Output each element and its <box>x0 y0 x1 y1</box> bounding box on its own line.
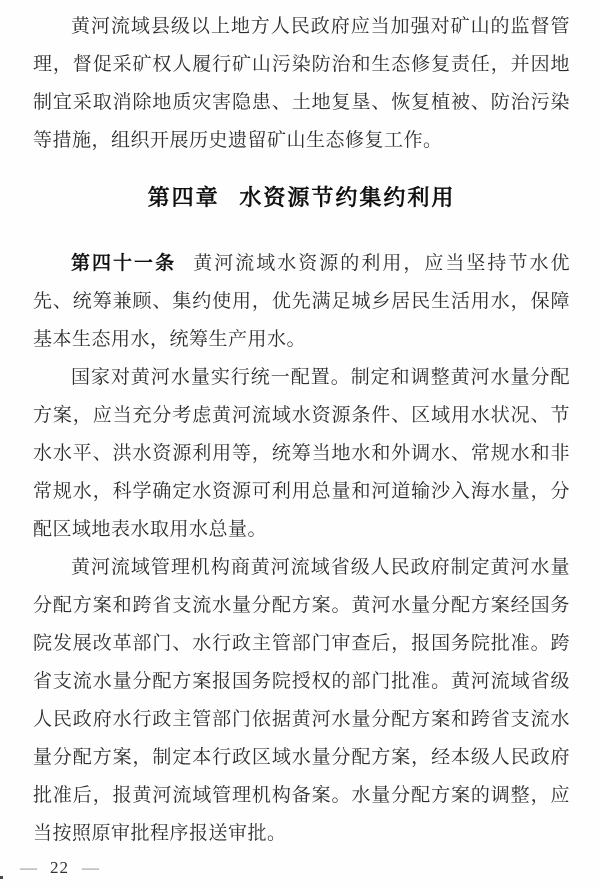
article-number: 第四十一条 <box>71 253 177 274</box>
paragraph-article-41 <box>33 245 570 359</box>
chapter-number: 第四章 <box>147 185 220 210</box>
footer-right-dash: — <box>82 858 99 877</box>
paragraph-allocation-schemes: 黄河流域管理机构商黄河流域省级人民政府制定黄河水量分配方案和跨省支流水量分配方案。黄河水量分配方案经国务院发展改革部门、水行政主管部门审查后，报国务院批准。跨省支流水量分配方案报国务院授权的部门批准。黄河流域省级人民政府水行政主管部门依据黄河水量分配方案和跨省支流水量分配方案，制定本行政区域水量分配方案，经本级人民政府批准后，报黄河流域管理机构备案。水量分配方案的调整，应当按照原审批程序报送审批。 <box>33 557 570 844</box>
chapter-title: 水资源节约集约利用 <box>239 185 456 210</box>
chapter-heading <box>33 178 570 218</box>
page-number: 22 <box>50 858 69 877</box>
paragraph-mine-restoration: 黄河流域县级以上地方人民政府应当加强对矿山的监督管理，督促采矿权人履行矿山污染防治和生态修复责任，并因地制宜采取消除地质灾害隐患、土地复垦、恢复植被、防治污染等措施，组织开展历史遗留矿山生态修复工作。 <box>33 16 570 151</box>
page-number-footer <box>20 858 99 878</box>
footer-left-dash: — <box>20 858 37 877</box>
paragraph-water-allocation: 国家对黄河水量实行统一配置。制定和调整黄河水量分配方案，应当充分考虑黄河流域水资源条件、区域用水状况、节水水平、洪水资源利用等，统筹当地水和外调水、常规水和非常规水，科学确定水资源可利用总量和河道输沙入海水量，分配区域地表水取用水总量。 <box>33 367 570 540</box>
scan-artifact <box>0 876 3 879</box>
article-body: 黄河流域水资源的利用，应当坚持节水优先、统筹兼顾、集约使用，优先满足城乡居民生活用水，保障基本生态用水，统筹生产用水。 <box>33 253 570 350</box>
